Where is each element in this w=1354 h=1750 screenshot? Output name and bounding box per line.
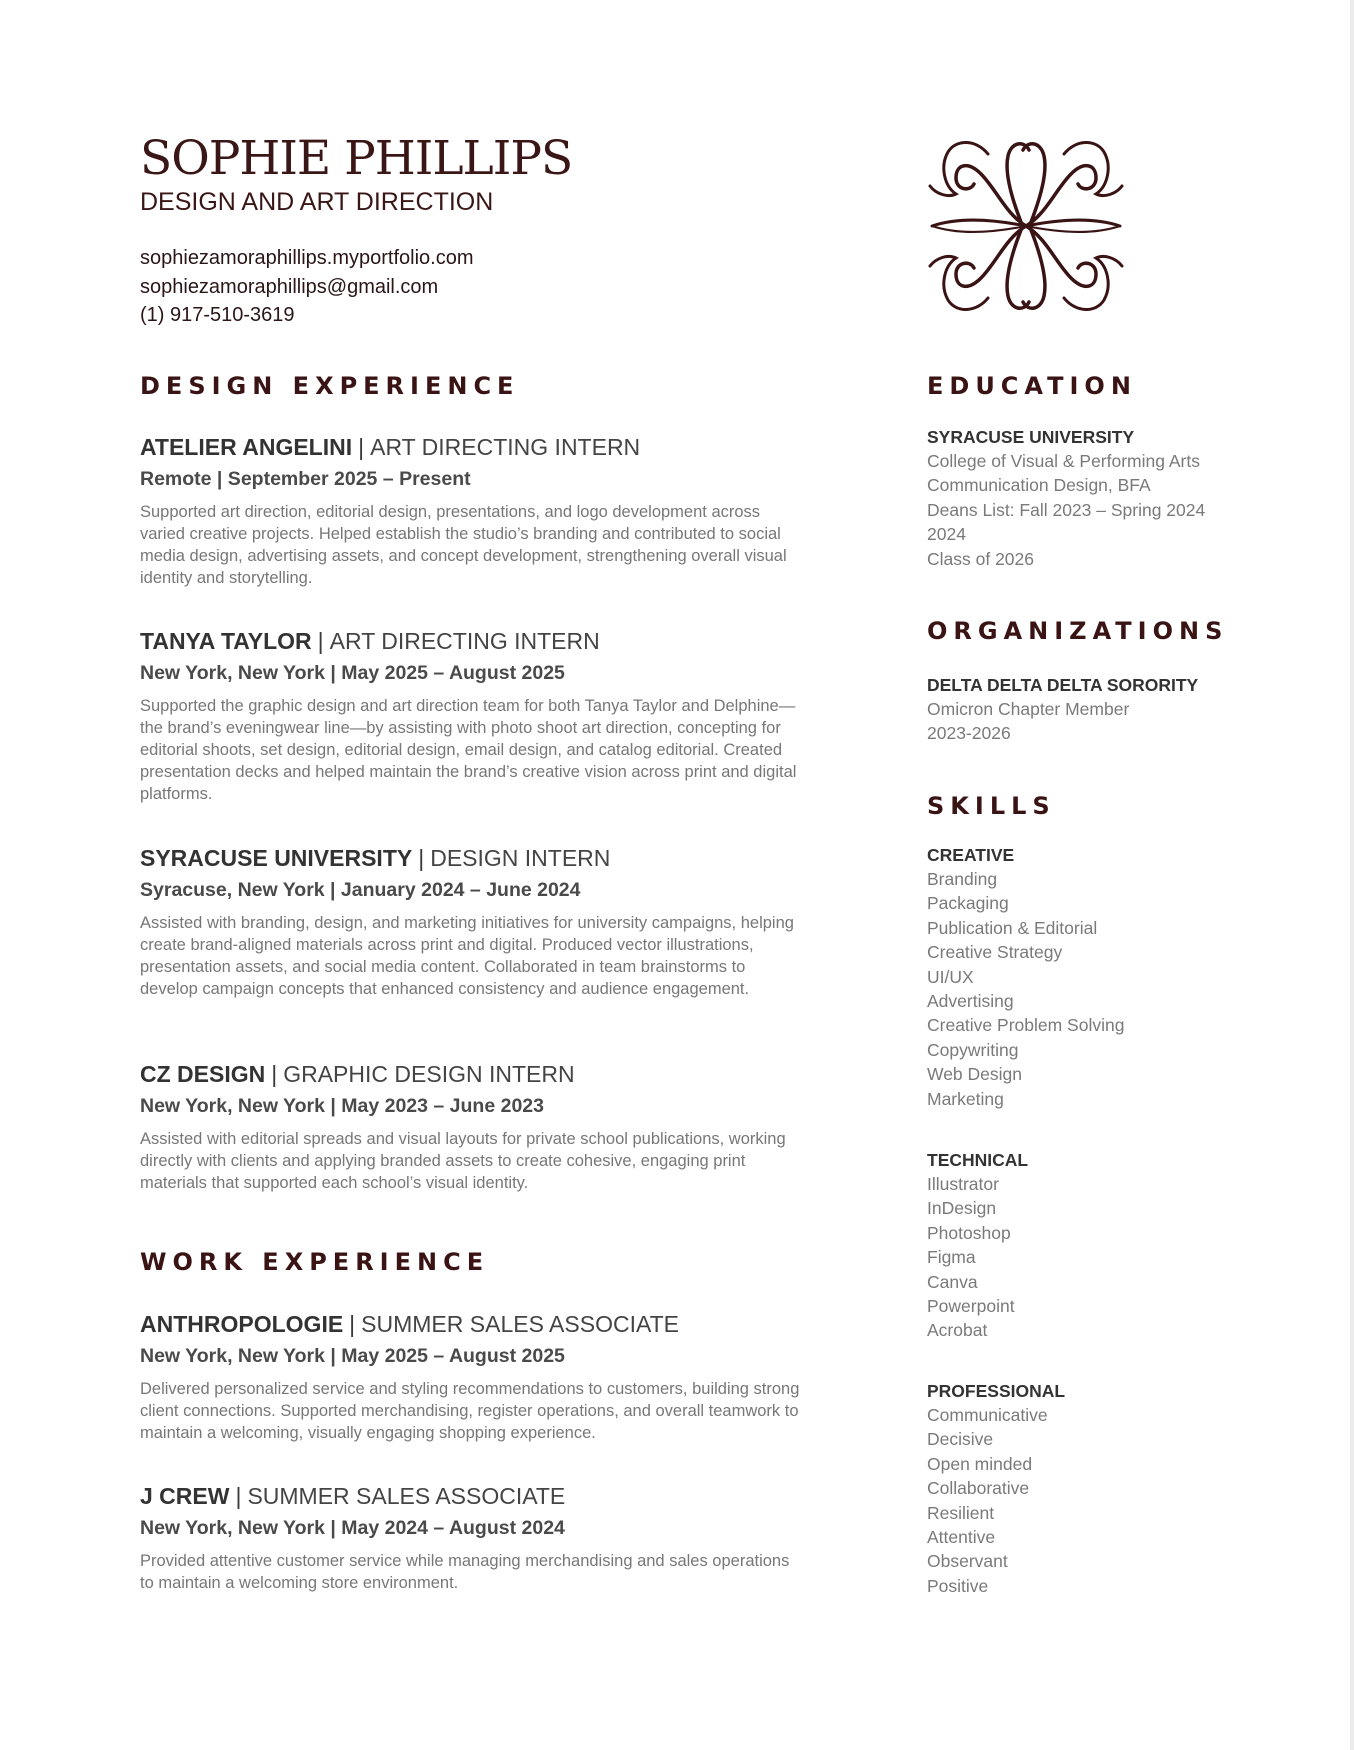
entry-separator: | (358, 434, 365, 460)
education-line: Communication Design, BFA (927, 475, 1151, 496)
entry-title-line (140, 432, 800, 462)
entry-role: SUMMER SALES ASSOCIATE (361, 1311, 679, 1337)
skill-item: Collaborative (927, 1478, 1030, 1499)
candidate-subtitle: DESIGN AND ART DIRECTION (140, 188, 494, 216)
entry-description: Supported art direction, editorial design, presentations, and logo development across varied creative projects. Helped establish the studio’s branding and contributed to social media design, advertising assets, and concept development, strengthening overall visual identity and storytelling. (140, 503, 787, 587)
skills-technical-label: TECHNICAL (927, 1150, 1029, 1170)
skill-item: Marketing (927, 1088, 1004, 1109)
skill-item: Advertising (927, 991, 1014, 1012)
entry-separator: | (349, 1311, 356, 1337)
entry-description: Delivered personalized service and styling recommendations to customers, building strong client connections. Supported merchandising, register operations, and overall teamwork to maintain a welcoming, visually engaging shopping experience. (140, 1380, 800, 1442)
skills-professional-label: PROFESSIONAL (927, 1381, 1066, 1401)
monogram-ornament-icon (925, 134, 1127, 318)
entry-title-line (140, 1481, 800, 1511)
entry-separator: | (235, 1483, 242, 1509)
design-entry (140, 432, 800, 589)
education-line: 2024 (927, 524, 966, 545)
entry-meta: New York, New York | May 2025 – August 2025 (140, 1345, 565, 1367)
entry-title-line (140, 626, 800, 656)
skill-item: Creative Problem Solving (927, 1015, 1125, 1036)
skill-item: Creative Strategy (927, 942, 1063, 963)
skills-heading: SKILLS (927, 792, 1056, 820)
work-entry (140, 1481, 800, 1594)
education-block (927, 425, 1205, 571)
skill-item: Copywriting (927, 1039, 1019, 1060)
skill-item: Decisive (927, 1429, 994, 1450)
skill-item: Canva (927, 1271, 978, 1292)
skill-item: Photoshop (927, 1222, 1011, 1243)
resume-header (140, 132, 840, 330)
entry-company: ATELIER ANGELINI (140, 434, 353, 460)
entry-role: ART DIRECTING INTERN (329, 628, 600, 654)
portfolio-link[interactable]: sophiezamoraphillips.myportfolio.com (140, 247, 474, 269)
organizations-block (927, 673, 1198, 746)
entry-company: J CREW (140, 1483, 230, 1509)
school-name: SYRACUSE UNIVERSITY (927, 427, 1135, 447)
entry-title-line (140, 843, 800, 873)
skill-item: Figma (927, 1247, 976, 1268)
skill-item: Packaging (927, 893, 1009, 914)
page-edge (1350, 0, 1354, 1750)
skill-item: Open minded (927, 1453, 1033, 1474)
entry-company: CZ DESIGN (140, 1061, 266, 1087)
skill-item: Powerpoint (927, 1296, 1015, 1317)
contact-block (140, 244, 840, 330)
skill-item: Resilient (927, 1502, 995, 1523)
skill-item: Communicative (927, 1405, 1048, 1425)
skill-item: Positive (927, 1575, 989, 1596)
entry-company: ANTHROPOLOGIE (140, 1311, 344, 1337)
skills-professional (927, 1379, 1065, 1598)
entry-title-line (140, 1309, 800, 1339)
phone-number: (1) 917-510-3619 (140, 304, 295, 326)
work-entry (140, 1309, 800, 1444)
design-entry (140, 626, 800, 805)
education-line: Deans List: Fall 2023 – Spring 2024 (927, 499, 1206, 520)
work-experience-heading: WORK EXPERIENCE (140, 1248, 490, 1276)
skill-item: Observant (927, 1551, 1008, 1572)
organization-name: DELTA DELTA DELTA SORORITY (927, 675, 1199, 695)
skill-item: Illustrator (927, 1174, 999, 1194)
candidate-name: SOPHIE PHILLIPS (140, 131, 573, 186)
entry-title-line (140, 1059, 800, 1089)
design-entry (140, 843, 800, 1000)
email-link[interactable]: sophiezamoraphillips@gmail.com (140, 275, 439, 298)
organizations-heading: ORGANIZATIONS (927, 617, 1229, 645)
skill-item: Web Design (927, 1064, 1023, 1085)
entry-description: Assisted with editorial spreads and visual layouts for private school publications, working directly with clients and applying branded assets to create cohesive, engaging print materials that supported each school’s visual identity. (140, 1130, 786, 1192)
education-line: Class of 2026 (927, 548, 1035, 569)
entry-separator: | (317, 628, 324, 654)
entry-separator: | (418, 845, 425, 871)
entry-meta: Remote | September 2025 – Present (140, 468, 471, 490)
entry-meta: New York, New York | May 2024 – August 2024 (140, 1517, 565, 1539)
entry-description: Assisted with branding, design, and marketing initiatives for university campaigns, helping create brand-aligned materials across print and digital. Produced vector illustrations, presentation assets, and social media content. Collaborated in team brainstorms to develop campaign concepts that enhanced consistency and audience engagement. (140, 914, 794, 998)
education-line: College of Visual & Performing Arts (927, 451, 1201, 471)
skill-item: Attentive (927, 1527, 996, 1548)
skill-item: InDesign (927, 1198, 997, 1219)
skills-technical (927, 1148, 1028, 1343)
entry-role: ART DIRECTING INTERN (370, 434, 641, 460)
design-entry (140, 1059, 800, 1194)
skill-item: UI/UX (927, 966, 974, 987)
skill-item: Branding (927, 869, 998, 889)
entry-meta: Syracuse, New York | January 2024 – June 2024 (140, 879, 581, 901)
entry-company: SYRACUSE UNIVERSITY (140, 845, 413, 871)
organization-line: 2023-2026 (927, 723, 1011, 744)
skill-item: Publication & Editorial (927, 917, 1098, 938)
entry-company: TANYA TAYLOR (140, 628, 312, 654)
entry-meta: New York, New York | May 2025 – August 2025 (140, 662, 565, 684)
entry-role: DESIGN INTERN (430, 845, 611, 871)
education-heading: EDUCATION (927, 372, 1137, 400)
entry-description: Supported the graphic design and art direction team for both Tanya Taylor and Delphine—the brand’s eveningwear line—by assisting with photo shoot art direction, concepting for editorial shoots, set design, editorial design, email design, and catalog editorial. Created presentation decks and helped maintain the brand’s creative vision across print and digital platforms. (140, 697, 797, 803)
entry-meta: New York, New York | May 2023 – June 2023 (140, 1095, 544, 1117)
skills-creative-label: CREATIVE (927, 845, 1015, 865)
entry-role: SUMMER SALES ASSOCIATE (247, 1483, 566, 1509)
entry-separator: | (271, 1061, 278, 1087)
entry-role: GRAPHIC DESIGN INTERN (283, 1061, 575, 1087)
skills-creative (927, 843, 1124, 1111)
organization-line: Omicron Chapter Member (927, 699, 1130, 719)
entry-description: Provided attentive customer service while managing merchandising and sales operations to maintain a welcoming store environment. (140, 1552, 790, 1592)
skill-item: Acrobat (927, 1320, 988, 1341)
design-experience-heading: DESIGN EXPERIENCE (140, 372, 520, 400)
